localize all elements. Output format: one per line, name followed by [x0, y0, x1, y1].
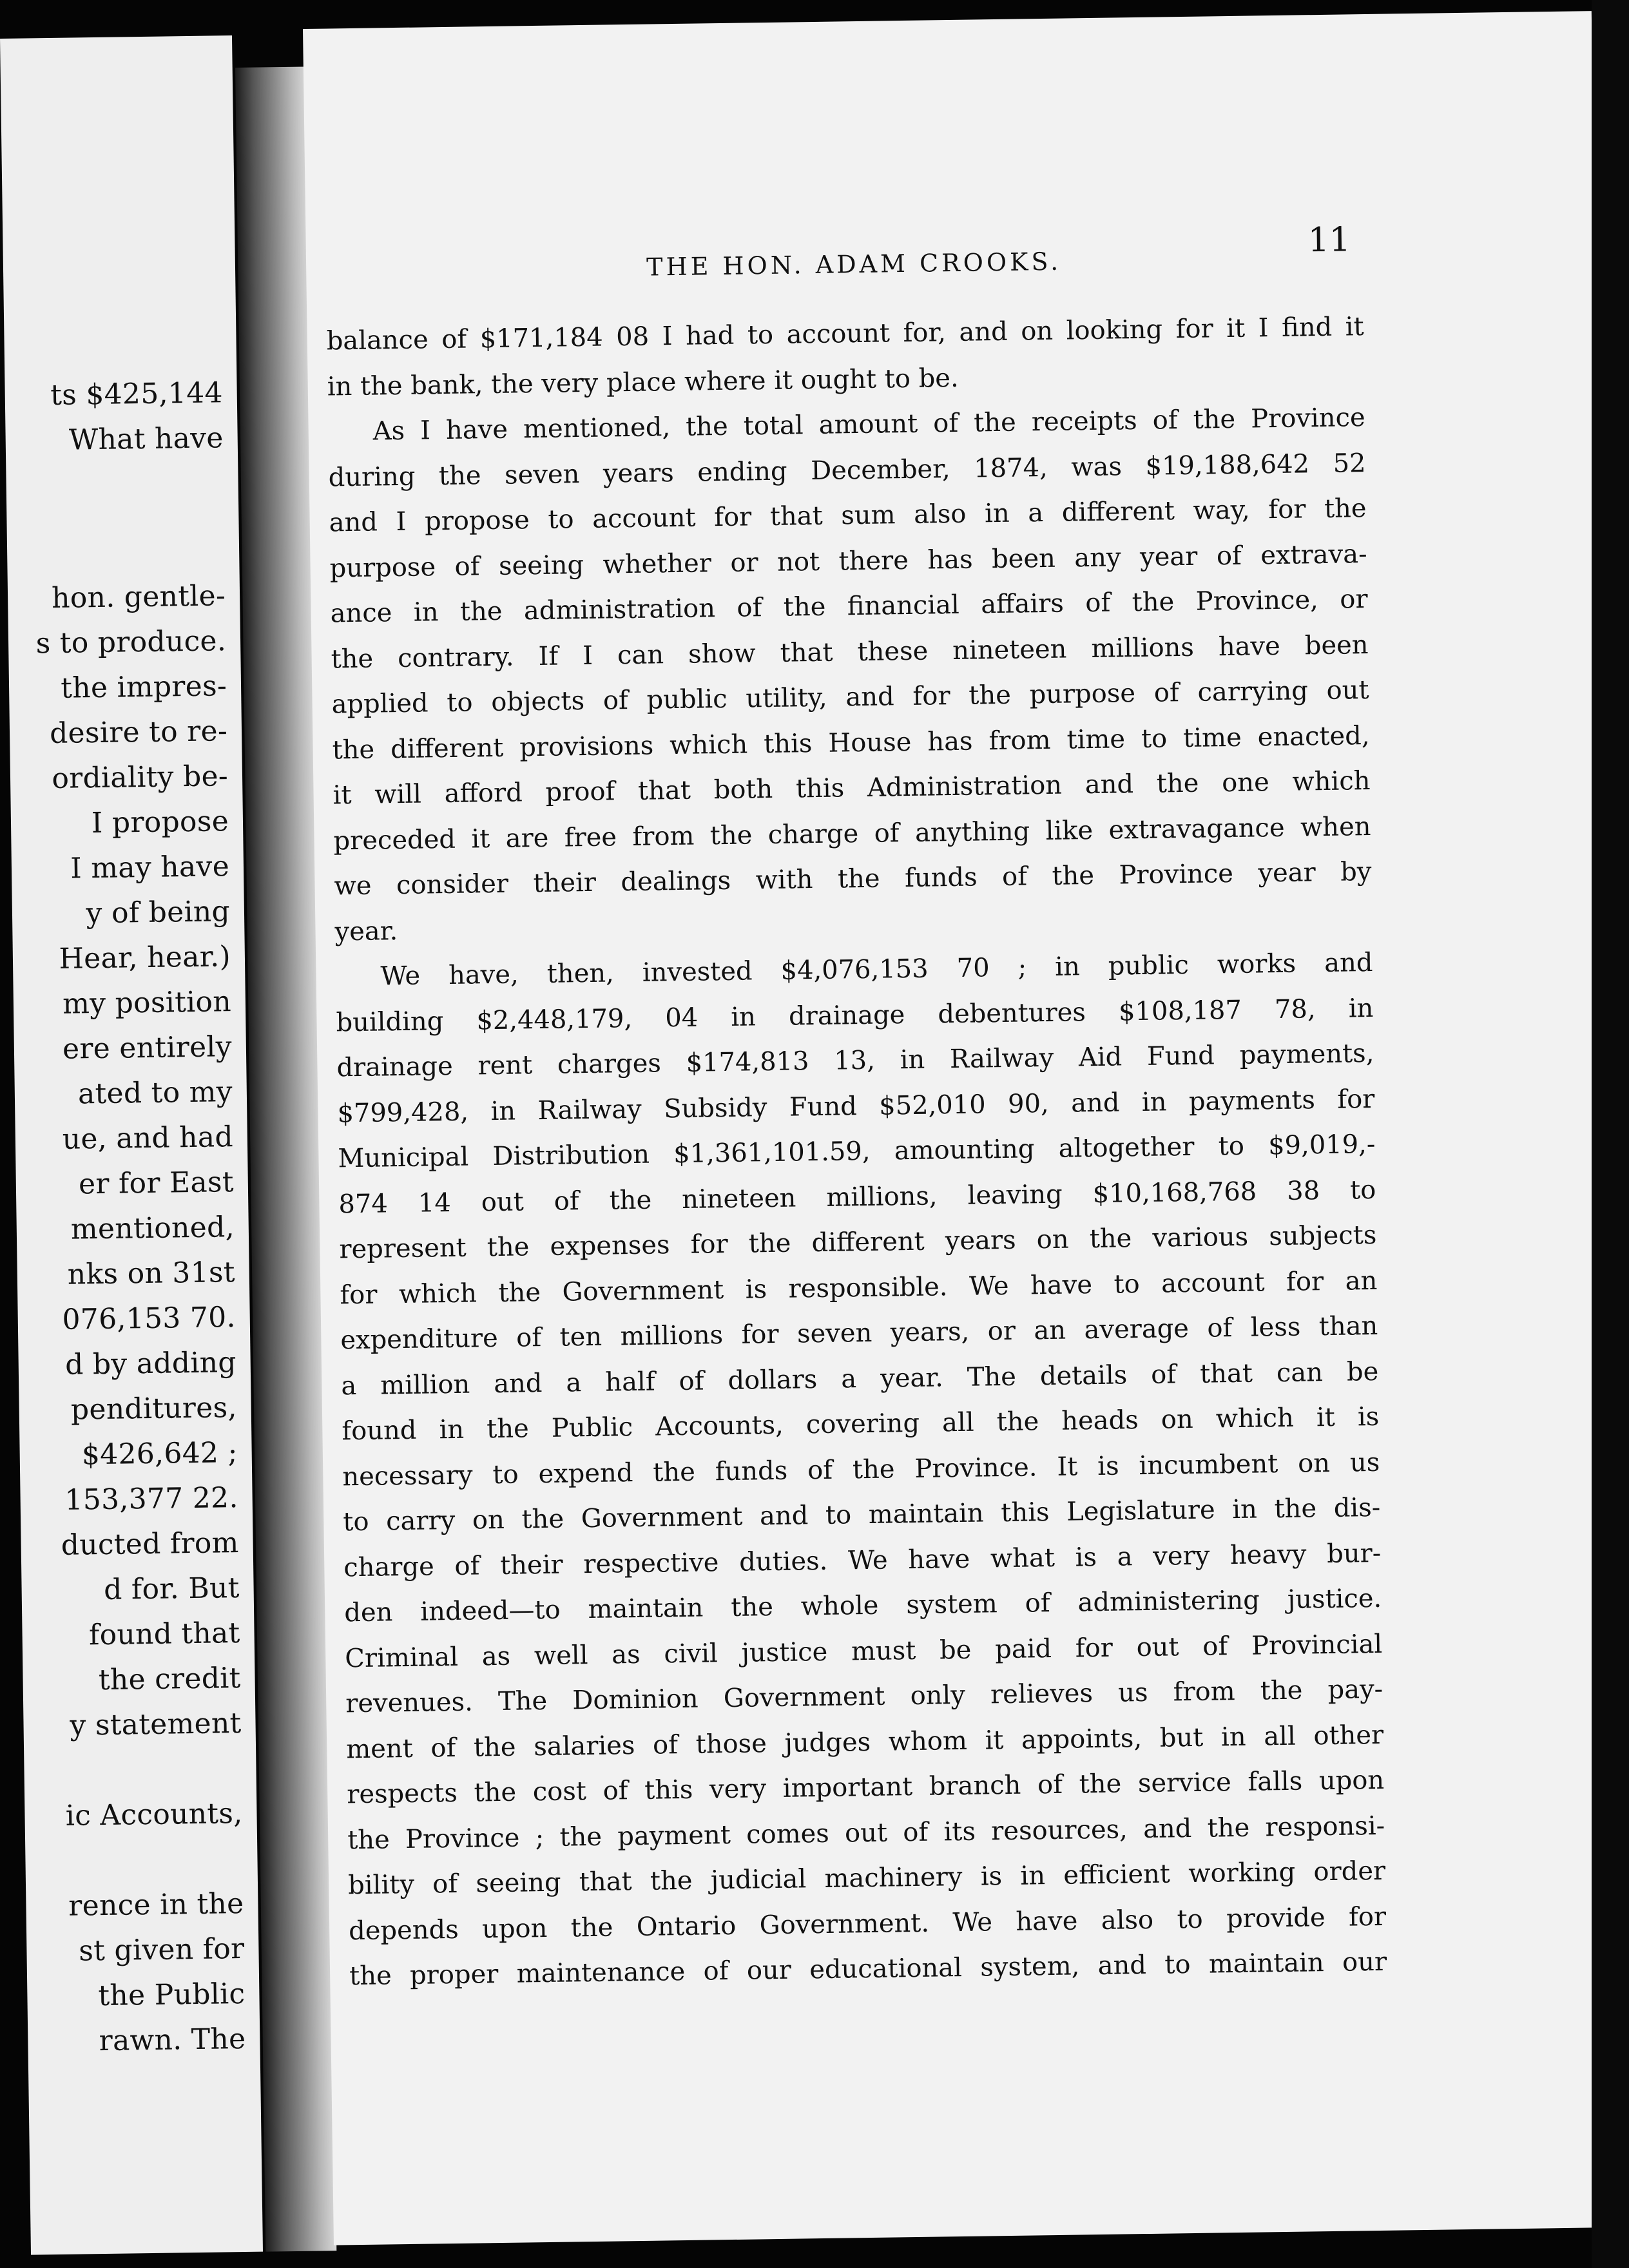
text-line: charge of their respective duties. We have what is a very heavy bur- [343, 1538, 1382, 1582]
left-line: rence in the [68, 1887, 244, 1923]
text-line: and I propose to account for that sum also in a different way, for the [329, 494, 1367, 538]
text-line: Criminal as well as civil justice must be paid for out of Provincial [344, 1629, 1383, 1673]
left-line: ated to my [77, 1075, 233, 1111]
page-number: 11 [1307, 220, 1351, 260]
left-line: ordiality be- [52, 760, 229, 795]
text-line: As I have mentioned, the total amount of the receipts of the Province [372, 403, 1365, 447]
left-line: ducted from [61, 1526, 239, 1562]
left-line: ere entirely [62, 1030, 233, 1066]
text-line: necessary to expend the funds of the Province. It is incumbent on us [342, 1447, 1380, 1492]
text-line: 874 14 out of the nineteen millions, leaving $10,168,768 38 to [338, 1175, 1376, 1219]
text-line: for which the Government is responsible. We have to account for an [340, 1265, 1378, 1310]
left-line: s to produce. [35, 624, 227, 660]
text-line: Municipal Distribution $1,361,101.59, amounting altogether to $9,019,- [338, 1129, 1376, 1174]
left-line: st given for [78, 1932, 245, 1968]
left-line: penditures, [70, 1391, 238, 1427]
left-line: y statement [70, 1707, 242, 1742]
left-line: ic Accounts, [65, 1797, 243, 1832]
left-line: I propose [91, 805, 229, 840]
text-line: revenues. The Dominion Government only relieves us from the pay- [345, 1674, 1383, 1719]
text-line: it will afford proof that both this Administration and the one which [333, 765, 1371, 811]
left-line: the impres- [60, 669, 227, 705]
left-line: d for. But [103, 1571, 240, 1606]
text-line: drainage rent charges $174,813 13, in Railway Aid Fund payments, [336, 1038, 1374, 1083]
left-line: Hear, hear.) [59, 940, 231, 975]
scan-border [1592, 0, 1629, 2268]
left-line: d by adding [64, 1346, 237, 1381]
text-line: building $2,448,179, 04 in drainage debentures $108,187 78, in [336, 993, 1374, 1037]
left-line: 076,153 70. [62, 1301, 236, 1336]
left-line: the Public [98, 1977, 246, 2013]
left-line: my position [62, 985, 232, 1021]
text-line: during the seven years ending December, 1874, was $19,188,642 52 [328, 448, 1366, 493]
text-line: the proper maintenance of our educational system, and to maintain our [349, 1946, 1387, 1992]
text-line: year. [334, 916, 398, 947]
text-line: depends upon the Ontario Government. We have also to provide for [348, 1901, 1387, 1946]
left-page-fragment [0, 35, 263, 2255]
text-line: a million and a half of dollars a year. The details of that can be [341, 1356, 1379, 1401]
left-line: nks on 31st [67, 1256, 236, 1291]
text-line: purpose of seeing whether or not there has been any year of extrava- [329, 539, 1367, 583]
left-line: What have [68, 421, 224, 457]
text-line: ment of the salaries of those judges whom it appoints, but in all other [345, 1720, 1384, 1764]
left-line: hon. gentle- [51, 579, 226, 615]
left-line: I may have [70, 850, 230, 885]
left-line: ue, and had [62, 1120, 234, 1156]
text-line: $799,428, in Railway Subsidy Fund $52,010 90, and in payments for [337, 1084, 1375, 1128]
text-line: bility of seeing that the judicial machinery is in efficient working order [347, 1856, 1386, 1901]
text-line: found in the Public Accounts, covering all the heads on which it is [342, 1401, 1380, 1446]
left-line: er for East [78, 1166, 235, 1201]
running-title: THE HON. ADAM CROOKS. [646, 247, 1062, 282]
text-line: We have, then, invested $4,076,153 70 ; in public works and [380, 947, 1373, 992]
text-line: balance of $171,184 08 I had to account for, and on looking for it I find it [326, 312, 1364, 356]
text-line: the contrary. If I can show that these nineteen millions have been [331, 629, 1369, 674]
left-line: $426,642 ; [81, 1436, 238, 1472]
text-line: respects the cost of this very important branch of the service falls upon [346, 1765, 1385, 1810]
left-line: the credit [98, 1662, 241, 1697]
text-line: the different provisions which this House has from time to time enacted, [332, 720, 1370, 765]
text-line: applied to objects of public utility, and for the purpose of carrying out [331, 675, 1369, 720]
left-line: mentioned, [70, 1211, 235, 1246]
body-text [326, 304, 1387, 1999]
left-line: rawn. The [99, 2022, 246, 2058]
left-line: 153,377 22. [64, 1481, 239, 1517]
text-line: in the bank, the very place where it ought to be. [327, 363, 959, 402]
text-line: we consider their dealings with the funds of the Province year by [334, 856, 1372, 901]
text-line: den indeed—to maintain the whole system of administering justice. [344, 1583, 1382, 1628]
text-line: to carry on the Government and to maintain this Legislature in the dis- [343, 1492, 1381, 1537]
left-line: found that [88, 1617, 240, 1652]
text-line: the Province ; the payment comes out of its resources, and the responsi- [347, 1811, 1385, 1855]
main-page [303, 11, 1623, 2245]
text-line: preceded it are free from the charge of anything like extravagance when [333, 811, 1371, 856]
left-line: desire to re- [49, 715, 228, 751]
left-line: ts $425,144 [50, 376, 224, 412]
text-line: expenditure of ten millions for seven years, or an average of less than [340, 1311, 1378, 1356]
text-line: represent the expenses for the different years on the various subjects [339, 1220, 1377, 1265]
left-line: y of being [86, 895, 231, 930]
text-line: ance in the administration of the financial affairs of the Province, or [330, 584, 1368, 629]
